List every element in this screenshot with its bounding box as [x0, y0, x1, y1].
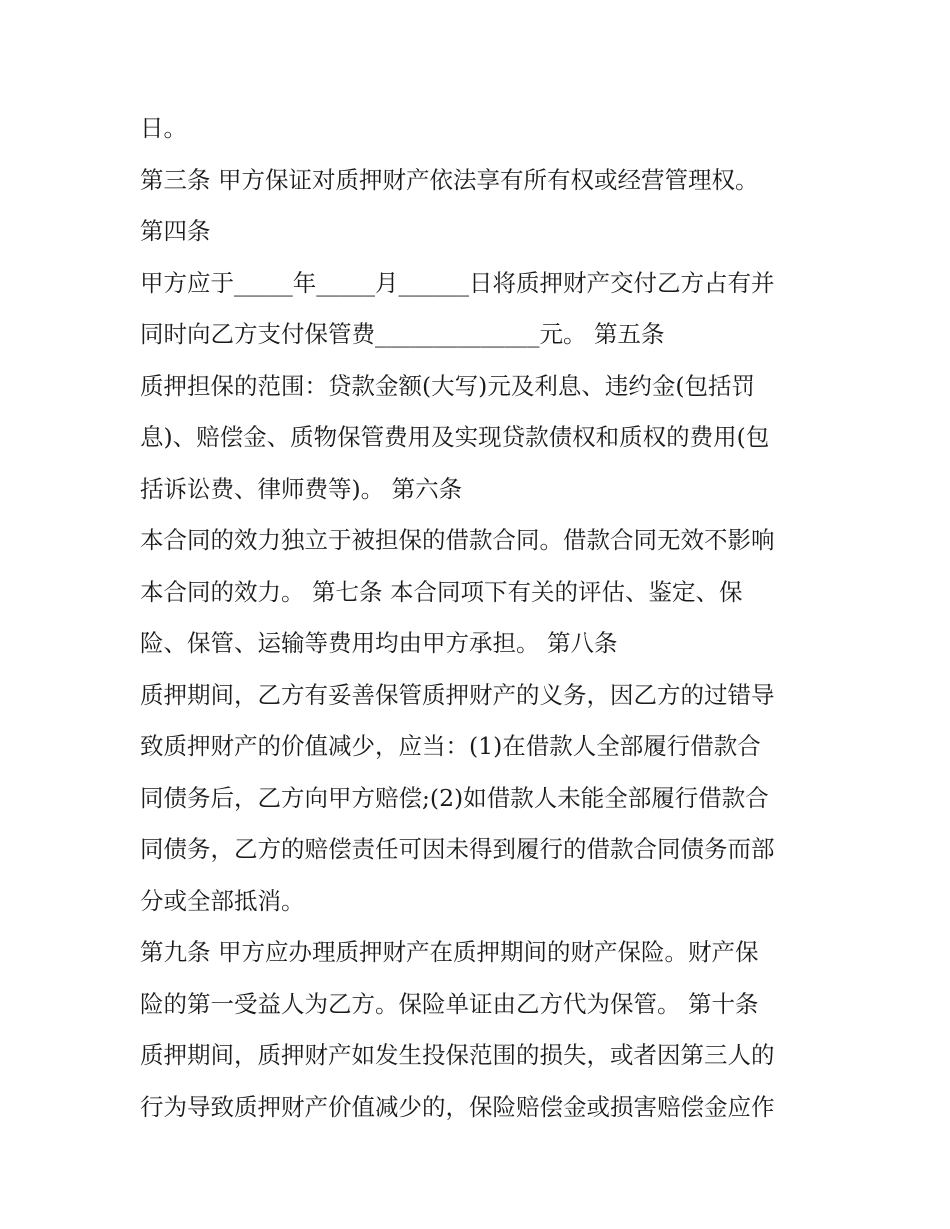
text-line: 第三条 甲方保证对质押财产依法享有所有权或经营管理权。 — [140, 165, 759, 194]
text-line: 息)、赔偿金、质物保管费用及实现贷款债权和质权的费用(包 — [140, 423, 770, 451]
text-line: 本合同的效力独立于被担保的借款合同。借款合同无效不影响 — [140, 526, 775, 554]
text-line: 同债务，乙方的赔偿责任可因未得到履行的借款合同债务而部 — [140, 835, 775, 863]
text-line: 本合同的效力。 第七条 本合同项下有关的评估、鉴定、保 — [140, 577, 743, 606]
text-line: 同债务后，乙方向甲方赔偿;(2)如借款人未能全部履行借款合 — [140, 783, 769, 812]
text-line: 险的第一受益人为乙方。保险单证由乙方代为保管。 第十条 — [140, 989, 759, 1018]
text-line: 日。 — [140, 114, 187, 142]
text-line: 第九条 甲方应办理质押财产在质押期间的财产保险。财产保 — [140, 938, 759, 966]
text-line: 质押担保的范围：贷款金额(大写)元及利息、违约金(包括罚 — [140, 371, 756, 400]
text-line: 质押期间，质押财产如发生投保范围的损失，或者因第三人的 — [140, 1041, 775, 1069]
text-line: 括诉讼费、律师费等)。 第六条 — [140, 474, 463, 503]
contract-text — [140, 103, 820, 1133]
text-line: 第四条 — [140, 217, 211, 245]
text-line: 同时向乙方支付保管费______________元。 第五条 — [140, 320, 665, 348]
text-line: 致质押财产的价值减少，应当：(1)在借款人全部履行借款合 — [140, 732, 761, 760]
text-line: 行为导致质押财产价值减少的，保险赔偿金或损害赔偿金应作 — [140, 1092, 775, 1121]
text-line: 险、保管、运输等费用均由甲方承担。 第八条 — [140, 629, 618, 657]
text-line: 甲方应于_____年_____月______日将质押财产交付乙方占有并 — [140, 268, 775, 297]
text-line: 质押期间，乙方有妥善保管质押财产的义务，因乙方的过错导 — [140, 680, 775, 709]
text-line: 分或全部抵消。 — [140, 886, 305, 915]
